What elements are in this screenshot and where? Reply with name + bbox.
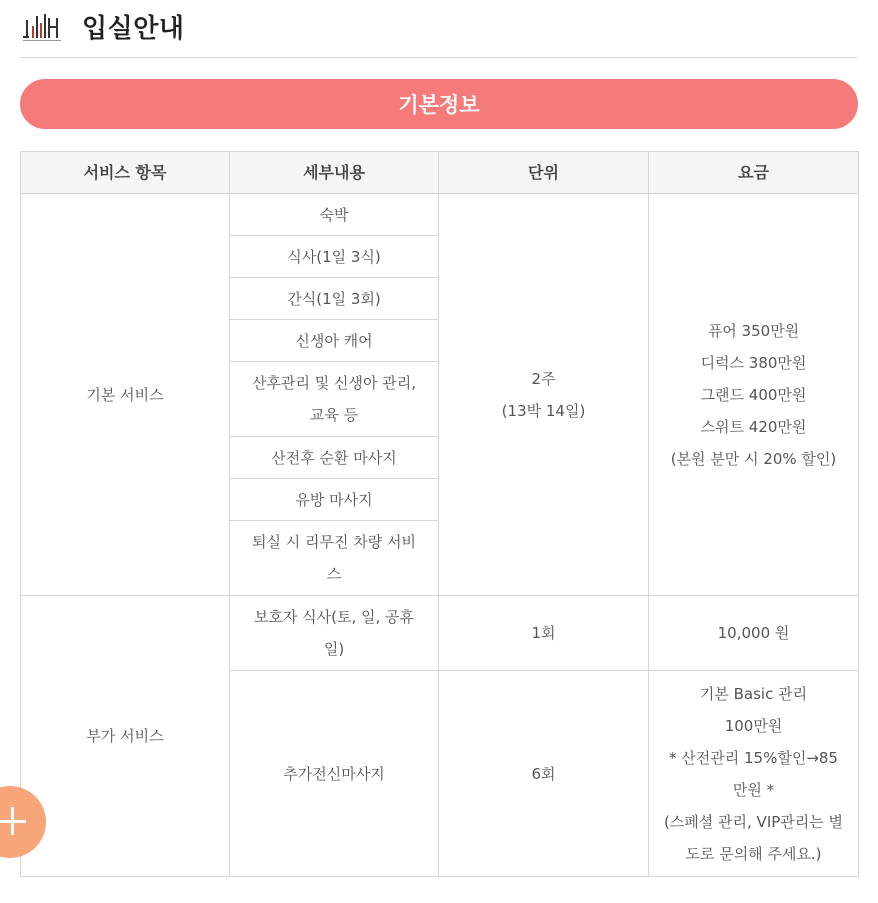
detail-line: 퇴실 시 리무진 차량 서비	[252, 533, 416, 551]
pricing-table	[20, 151, 859, 877]
detail-line: 일)	[323, 640, 345, 658]
header-details: 세부내용	[230, 152, 439, 194]
category-extra: 부가 서비스	[21, 596, 230, 877]
price-line: (본원 분만 시 20% 할인)	[670, 449, 837, 468]
price-line: (스페셜 관리, VIP관리는 별	[663, 812, 844, 831]
detail-cell: 식사(1일 3식)	[230, 236, 439, 278]
detail-line: 스	[326, 565, 342, 583]
detail-cell	[230, 362, 439, 437]
detail-cell: 산전후 순환 마사지	[230, 437, 439, 479]
header-service-item: 서비스 항목	[21, 152, 230, 194]
detail-cell: 추가전신마사지	[230, 671, 439, 877]
unit-line: (13박 14일)	[501, 401, 586, 420]
page-title: 입실안내	[82, 14, 185, 44]
price-cell	[649, 671, 859, 877]
detail-cell	[230, 521, 439, 596]
detail-line: 보호자 식사(토, 일, 공휴	[253, 608, 415, 626]
unit-line: 2주	[531, 369, 556, 388]
header-unit: 단위	[439, 152, 649, 194]
detail-cell: 간식(1일 3회)	[230, 278, 439, 320]
logo-icon	[22, 10, 66, 44]
unit-cell: 6회	[439, 671, 649, 877]
detail-cell: 숙박	[230, 194, 439, 236]
table-row	[21, 194, 859, 236]
page-header	[20, 0, 858, 58]
price-line: * 산전관리 15%할인→85	[669, 748, 838, 767]
price-basic	[649, 194, 859, 596]
price-cell: 10,000 원	[649, 596, 859, 671]
detail-cell: 신생아 캐어	[230, 320, 439, 362]
price-line: 도로 문의해 주세요.)	[685, 844, 822, 863]
price-line: 기본 Basic 관리	[699, 684, 808, 703]
unit-basic	[439, 194, 649, 596]
detail-line: 교육 등	[309, 406, 359, 424]
price-line: 퓨어 350만원	[707, 321, 800, 340]
category-basic: 기본 서비스	[21, 194, 230, 596]
price-line: 100만원	[724, 716, 783, 735]
detail-line: 산후관리 및 신생아 관리,	[252, 374, 416, 392]
unit-cell: 1회	[439, 596, 649, 671]
table-row	[21, 596, 859, 671]
price-line: 스위트 420만원	[700, 417, 807, 436]
price-line: 만원 *	[732, 780, 775, 799]
price-line: 디럭스 380만원	[700, 353, 807, 372]
section-banner: 기본정보	[20, 79, 858, 129]
detail-cell	[230, 596, 439, 671]
price-line: 그랜드 400만원	[700, 385, 807, 404]
header-price: 요금	[649, 152, 859, 194]
table-header-row	[21, 152, 859, 194]
detail-cell: 유방 마사지	[230, 479, 439, 521]
